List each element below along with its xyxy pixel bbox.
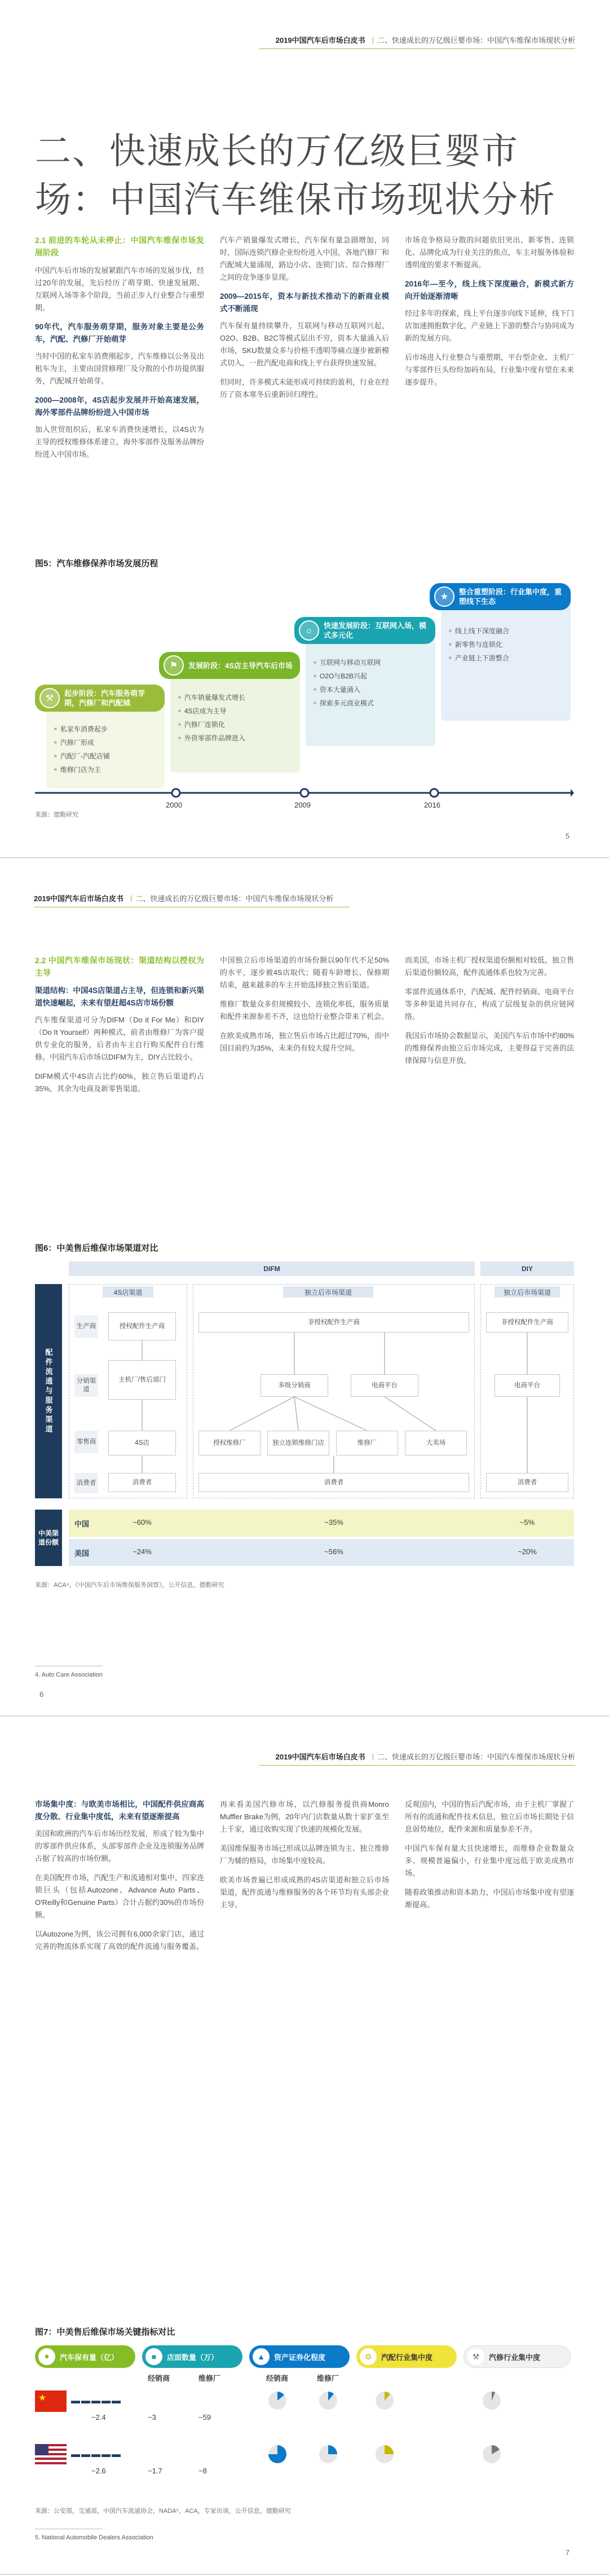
year-marker-2016 (430, 789, 438, 797)
stage-2-header: ⚑ 发展阶段：4S店主导汽车后市场 (159, 652, 300, 679)
usa-flag-icon (35, 2444, 67, 2465)
page-number: 5 (565, 832, 570, 840)
box-consumer-4s: 消费者 (108, 1473, 176, 1492)
china-car-parc: ~2.4 (91, 2413, 106, 2421)
wrench-icon: ⚒ (467, 2348, 484, 2365)
chart-icon: ▲ (253, 2348, 270, 2365)
sub-header-repair-2: 维修厂 (317, 2374, 339, 2383)
sub-heading: 2000—2008年，4S店起步发展并开始高速发展，海外零部件品牌纷纷进入中国市场 (35, 396, 204, 417)
footnote: 4. Auto Care Association (35, 1671, 103, 1678)
usa-share-4s: ~24% (133, 1547, 152, 1556)
section-heading: 2.1 前进的车轮从未停止：中国汽车维保市场发展阶段 (35, 236, 204, 257)
channel-diagram (35, 1261, 574, 1577)
group-4s-label: 4S店渠道 (103, 1286, 153, 1298)
usa-share-indep: ~56% (324, 1547, 343, 1556)
box-ecommerce-diy: 电商平台 (495, 1374, 560, 1397)
box-repair-shop: 维修厂 (336, 1431, 398, 1455)
report-name: 2019中国汽车后市场白皮书 (275, 36, 365, 45)
column-3: 市场竞争格局分散的问题依旧突出，新零售、连锁化、品牌化成为行业关注的焦点，车主对服务体验和透明度的要求不断提高。 2016年—至今，线上线下深度融合，新模式新方向开始逐渐清晰 经过多年的探索，线上平台逐步向线下延伸，线下门店加速拥抱数字化，产业链上下游的整合与协同成为新的发展方向。 后市场进入行业整合与重塑期，平台型企业、主机厂与零部件巨头纷纷加码布局，行业集中度有望在未来逐步提升。 (405, 236, 574, 386)
figure-title: 图6：中美售后维保市场渠道对比 (35, 1243, 158, 1253)
column-2: 汽车产销量爆发式增长，汽车保有量急剧增加，同时，国际连锁汽修企业纷纷进入中国，各地汽修厂和汽配城大量涌现，路边小店、连锁门店、综合修理厂之间的竞争逐步显现。 2009—2015年，资本与新技术推动下的新商业模式不断涌现 汽车保有量持续攀升，互联网与移动互联网兴起，O2O、B2B、B2C等模式层出不穷，资本大量涌入后市场，SKU数量众多与价格不透明等痛点逐步被新模式切入，一批汽配电商和线上平台获得快速发展。 但同时，许多模式未能形成可持续的盈利，行业在经历了资本寒冬后重新回归理性。 (220, 236, 389, 399)
box-ecommerce: 电商平台 (351, 1374, 418, 1397)
timeline-figure (35, 575, 574, 812)
store-icon: ■ (145, 2348, 162, 2365)
side-label: 配件流通与服务渠道 (35, 1284, 62, 1498)
row-label-consumer: 消费者 (74, 1473, 98, 1493)
page-header: 2019中国汽车后市场白皮书 | 二、快速成长的万亿级巨婴市场：中国汽车维保市场现状分析 (275, 35, 575, 45)
kpi-figure (35, 2345, 574, 2509)
usa-dealers: ~1.7 (148, 2467, 162, 2475)
box-nonoem-b: 非授权配件生产商 (486, 1312, 568, 1333)
sub-heading: 2016年—至今，线上线下深度融合，新模式新方向开始逐渐清晰 (405, 280, 574, 301)
column-3: 反观国内，中国的售后汽配市场，由于主机厂掌握了所有的流通和配件技术信息，独立后市场长期处于信息弱势地位，配件来源和质量参差不齐。 中国汽车保有量大且快速增长，而维修企业数量众多、规模普遍偏小，行业集中度远低于欧美成熟市场。 随着政策推动和资本助力，中国后市场集中度有望逐渐提高。 (405, 1800, 574, 1909)
section-name: 二、快速成长的万亿级巨婴市场：中国汽车维保市场现状分析 (377, 36, 575, 45)
difm-band: DIFM (69, 1261, 475, 1276)
column-1: 2.1 前进的车轮从未停止：中国汽车维保市场发展阶段 中国汽车后市场的发展紧跟汽车市场的发展步伐，经过20年的发展，先后经历了萌芽期、快速发展期、互联网入场等多个阶段，当前正步入行业整合与重塑期。 90年代，汽车服务萌芽期，服务对象主要是公务车，汽配、汽修厂开始萌芽 当时中国的私家车消费刚起步，汽车维修以公务及出租车为主，主要由国营修理厂及分散的小作坊提供服务，汽配城开始萌芽。 2000—2008年，4S店起步发展并开始高速发展，海外零部件品牌纷纷进入中国市场 加入世贸组织后，私家车消费快速增长，以4S店为主导的授权维修体系建立，海外零部件及服务品牌纷纷进入中国市场。 (35, 234, 204, 467)
box-chain-repair: 独立连锁维修门店 (267, 1431, 329, 1455)
figure-title: 图5：汽车维修保养市场发展历程 (35, 559, 158, 568)
row-label-producer: 生产商 (74, 1315, 98, 1338)
share-label: 中美渠道份额 (35, 1510, 62, 1566)
figure-title: 图7：中美售后维保市场关键指标对比 (35, 2327, 175, 2337)
figure-source: 来源：公安部，交通部，中国汽车流通协会，NADA⁵，ACA，专家访谈，公开信息，德勤研究 (35, 2508, 291, 2515)
usa-repair-shops: ~8 (198, 2467, 207, 2475)
column-1: 市场集中度：与欧美市场相比，中国配件供应商高度分散、行业集中度低，未来有望逐渐提高 美国和欧洲的汽车后市场历经发展，形成了较为集中的零部件供应体系，头部零部件企业及连锁服务品牌占据了较高的市场份额。 在美国配件市场，汽配生产和流通相对集中，四家连锁巨头（包括Autozone、Advance Auto Parts、O'Reilly和Genuine Parts）合计占据约30%的市场份额。 以Autozone为例，该公司拥有6,000余家门店，通过完善的物流体系实现了高效的配件流通与服务覆盖。 (35, 1800, 204, 1951)
row-label-retailer: 零售商 (74, 1431, 98, 1453)
flow-arrows (35, 1261, 574, 1498)
year-label-2009: 2009 (294, 801, 311, 809)
stage-3-list: ■ 互联网与移动互联网 ■ O2O与B2B兴起 ■ 资本大量涌入 ■ 探索多元商业模式 (314, 656, 381, 711)
china-concentration-pies (255, 2388, 571, 2416)
stage-4-list: ■ 线上线下深度融合 ■ 新零售与连锁化 ■ 产业链上下游整合 (449, 625, 509, 665)
china-car-icons: ▬▬▬▬▬ (71, 2396, 122, 2406)
page-number: 7 (565, 2548, 570, 2557)
header-rule (259, 1765, 575, 1766)
year-marker-2009 (301, 789, 308, 797)
sub-heading: 2009—2015年，资本与新技术推动下的新商业模式不断涌现 (220, 292, 389, 313)
stage-1-header: ⚒ 起步阶段：汽车服务萌芽期，汽修厂和汽配城 (35, 685, 165, 712)
page-1 (0, 0, 609, 858)
group-diy-label: 独立后市场渠道 (495, 1286, 560, 1298)
box-multi-distributor: 多级分销商 (261, 1374, 328, 1397)
china-dealers: ~3 (148, 2413, 156, 2421)
column-3: 而美国，市场主机厂授权渠道份额相对较低，独立售后渠道份额较高，配件流通体系也较为完善。 零部件流通体系中，汽配城、配件经销商、电商平台等多种渠道共同存在，构成了层级复杂的供应链网络。 我国后市场协会数据显示，美国汽车后市场中约80%的维修保养由独立后市场完成，主要得益于完善的法律保障与信息开放。 (405, 956, 574, 1065)
china-flag-icon: ★ (35, 2390, 67, 2412)
stage-4-header: ★ 整合重塑阶段：行业集中度，重塑线下生态 (430, 583, 571, 610)
china-repair-shops: ~59 (198, 2413, 211, 2421)
footnote: 5. National Automobile Dealers Association (35, 2534, 153, 2541)
sub-header-dealer: 经销商 (148, 2374, 170, 2383)
page-header: 2019中国汽车后市场白皮书 | 二、快速成长的万亿级巨婴市场：中国汽车维保市场现状分析 (34, 893, 334, 903)
header-securitization: ▲ 资产证券化程度 (249, 2345, 350, 2368)
column-2: 中国独立后市场渠道的市场份额以90年代不足50%的水平，逐步被4S店取代；随着车龄增长、保修期结束，越来越多的车主开始选择独立售后渠道。 维修厂数量众多但规模较小，连锁化率低，服务质量和配件来源参差不齐，这也给行业整合带来了机会。 在欧美成熟市场，独立售后市场占比超过70%，而中国目前约为35%，未来仍有较大提升空间。 (220, 956, 389, 1052)
figure-source: 来源：ACA⁴，《中国汽车后市场维保服务洞察》，公开信息，德勤研究 (35, 1582, 224, 1589)
box-nonoem-a: 非授权配件生产商 (198, 1312, 469, 1333)
header-repair-concentration: ⚒ 汽修行业集中度 (464, 2345, 571, 2368)
stage-3-header: ☼ 快速发展阶段：互联网入场，模式多元化 (294, 617, 435, 644)
box-consumer-diy: 消费者 (486, 1473, 568, 1492)
box-4s: 4S店 (108, 1431, 176, 1455)
column-1: 2.2 中国汽车维保市场现状：渠道结构以授权为主导 渠道结构：中国4S店渠道占主导，但连锁和新兴渠道快速崛起，未来有望赶超4S店市场份额 汽车维保渠道可分为DIFM（Do it For Me）和DIY（Do It Yourself）两种模式，前者由维修厂为客户提供专业化的服务，后者由车主自行购买配件自行维修。中国汽车后市场以DIFM为主，DIY占比较小。 DIFM模式中4S店占比约60%，独立售后渠道约占35%，其余为电商及新零售渠道。 (35, 956, 205, 1093)
gear-icon: ⚙ (360, 2348, 377, 2365)
page-2 (0, 858, 609, 1717)
china-share-indep: ~35% (324, 1518, 343, 1527)
page-number: 6 (39, 1690, 44, 1699)
header-car-parc: ⚫ 汽车保有量（亿） (35, 2345, 135, 2368)
china-share-4s: ~60% (133, 1518, 152, 1527)
stage-2-list: ■ 汽车销量爆发式增长 ■ 4S店成为主导 ■ 汽修厂连锁化 ■ 外资零部件品牌进入 (178, 691, 245, 746)
car-icon: ⚫ (38, 2348, 55, 2365)
car-icon: ⚑ (164, 655, 184, 676)
stage-1-list: ■ 私家车消费起步 ■ 汽修厂形成 ■ 汽配厂-汽配店铺 ■ 维修门店为主 (54, 723, 110, 777)
wrench-icon: ⚒ (39, 688, 60, 708)
diy-band: DIY (480, 1261, 574, 1276)
header-store-count: ■ 店面数量（万） (142, 2345, 242, 2368)
usa-concentration-pies (255, 2442, 571, 2470)
page-header: 2019中国汽车后市场白皮书 | 二、快速成长的万亿级巨婴市场：中国汽车维保市场现状分析 (275, 1752, 575, 1761)
sub-header-repair: 维修厂 (198, 2374, 221, 2383)
box-consumer-indep: 消费者 (198, 1473, 469, 1492)
year-label-2016: 2016 (424, 801, 440, 809)
usa-car-icons: ▬▬▬▬▬ (71, 2450, 122, 2459)
network-icon: ☼ (299, 620, 319, 641)
box-hypermarket: 大卖场 (405, 1431, 467, 1455)
header-parts-concentration: ⚙ 汽配行业集中度 (356, 2345, 457, 2368)
box-auth-repair: 授权维修厂 (198, 1431, 261, 1455)
china-share-diy: ~5% (519, 1518, 535, 1527)
sub-header-dealer-2: 经销商 (266, 2374, 289, 2383)
china-label: 中国 (74, 1520, 90, 1528)
box-oem: 主机厂/售后部门 (108, 1360, 176, 1400)
header-rule (259, 48, 575, 49)
column-2: 再来看美国汽修市场，以汽修服务提供商Monro Muffler Brake为例，20年内门店数量从数十家扩张至上千家，通过收购实现了快速的规模化发展。 美国维保服务市场已形成以品牌连锁为主、独立维修厂为辅的格局，市场集中度较高。 欧美市场普遍已形成成熟的4S店渠道和独立后市场渠道，配件流通与维修服务的各个环节均有头部企业主导。 (220, 1800, 389, 1909)
group-indep-label: 独立后市场渠道 (283, 1286, 373, 1298)
box-oem-parts: 授权配件生产商 (108, 1312, 176, 1340)
chapter-title: 二、快速成长的万亿级巨婴市 场：中国汽车维保市场现状分析 (35, 131, 556, 220)
row-label-distribution: 分销渠道 (74, 1374, 98, 1397)
rocket-icon: ★ (434, 586, 454, 607)
sub-heading: 90年代，汽车服务萌芽期，服务对象主要是公务车，汽配、汽修厂开始萌芽 (35, 323, 204, 343)
usa-share-diy: ~20% (518, 1547, 537, 1556)
year-label-2000: 2000 (166, 801, 182, 809)
usa-car-parc: ~2.6 (91, 2467, 106, 2475)
figure-source: 来源：德勤研究 (35, 811, 78, 818)
page-3 (0, 1717, 609, 2575)
year-marker-2000 (172, 789, 180, 797)
usa-label: 美国 (74, 1549, 90, 1558)
